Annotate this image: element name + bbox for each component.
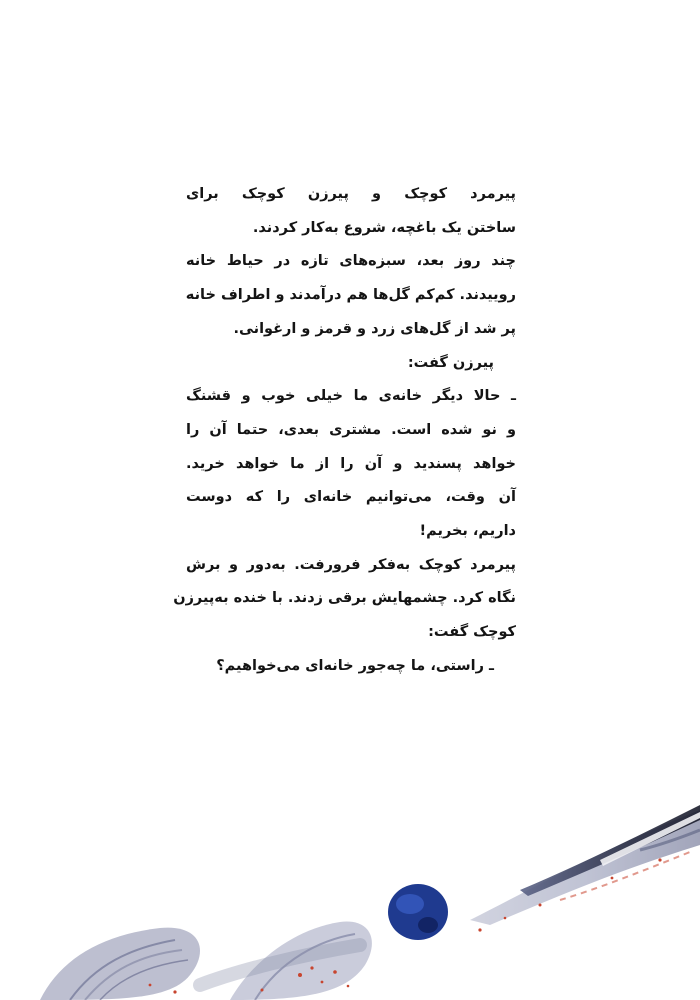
story-line-9: خواهد پسندید و آن را از ما خواهد خرید. [186,455,516,472]
story-line-12: پیرمرد کوچک به‌فکر فرورفت. به‌دور و برش [186,556,516,573]
story-line-4: روییدند. کم‌کم گل‌ها هم درآمدند و اطراف خانه [185,287,516,304]
story-text [173,178,516,684]
story-line-5: پر شد از گل‌های زرد و قرمز و ارغوانی. [233,320,516,337]
red-paint-speckles [149,858,662,993]
story-line-8: و نو شده است. مشتری بعدی، حتما آن را [186,421,516,438]
story-line-14: کوچک گفت: [428,624,516,641]
story-line-1: پیرمرد کوچک و پیرزن کوچک برای [186,186,516,202]
story-line-13: نگاه کرد. چشمهایش برقی زدند. با خنده به‌پیرزن [173,590,516,607]
blue-paint-blob [388,884,448,940]
grey-paint-sweeps [40,922,372,1000]
story-line-7: ـ حالا دیگر خانه‌ی ما خیلی خوب و قشنگ [186,388,516,405]
brush-stroke [470,805,700,925]
story-line-10: آن وقت، می‌توانیم خانه‌ای را که دوست [186,489,516,506]
story-line-15: ـ راستی، ما چه‌جور خانه‌ای می‌خواهیم؟ [216,657,494,674]
story-line-3: چند روز بعد، سبزه‌های تازه در حیاط خانه [186,253,516,270]
story-line-6: پیرزن گفت: [407,354,494,371]
story-line-2: ساختن یک باغچه، شروع به‌کار کردند. [252,219,516,236]
story-line-11: داریم، بخریم! [419,523,516,540]
